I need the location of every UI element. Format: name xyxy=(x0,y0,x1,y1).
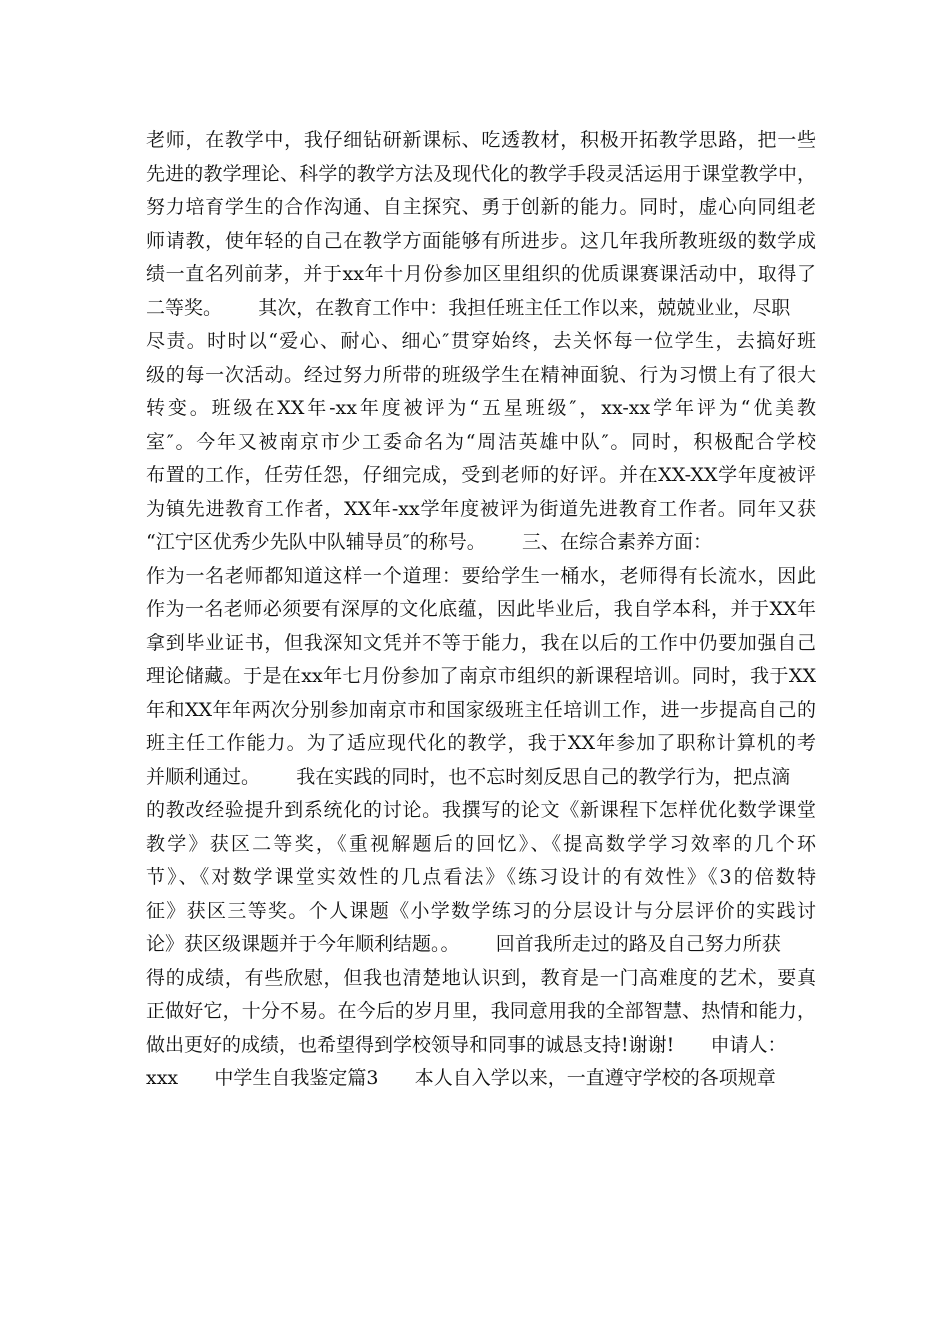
text-line-15: 作为一名老师必须要有深厚的文化底蕴，因此毕业后，我自学本科，并于XX年 xyxy=(146,598,816,620)
text-line-9: 转变。班级在XX年-xx年度被评为“五星班级″，xx-xx学年评为“优美教 xyxy=(146,397,816,419)
text-line-22: 教学》获区二等奖，《重视解题后的回忆》、《提高数学学习效率的几个环 xyxy=(146,832,816,855)
text-line-2: 先进的教学理论、科学的教学方法及现代化的教学手段灵活运用于课堂教学中， xyxy=(146,162,816,185)
text-line-3: 努力培育学生的合作沟通、自主探究、勇于创新的能力。同时，虚心向同组老 xyxy=(146,196,816,218)
text-line-28: 做出更好的成绩，也希望得到学校领导和同事的诚恳支持!谢谢! 申请人： xyxy=(146,1033,787,1056)
text-line-24: 征》获区三等奖。个人课题《小学数学练习的分层设计与分层评价的实践讨 xyxy=(146,899,816,922)
text-line-10: 室″。今年又被南京市少工委命名为“周洁英雄中队″。同时，积极配合学校 xyxy=(146,430,816,453)
text-line-14: 作为一名老师都知道这样一个道理：要给学生一桶水，老师得有长流水，因此 xyxy=(146,564,816,587)
text-line-4: 师请教，使年轻的自己在教学方面能够有所进步。这几年我所教班级的数学成 xyxy=(146,229,816,252)
text-line-19: 班主任工作能力。为了适应现代化的教学，我于XX年参加了职称计算机的考 xyxy=(146,732,816,754)
text-line-16: 拿到毕业证书，但我深知文凭并不等于能力，我在以后的工作中仍要加强自己 xyxy=(146,631,816,654)
text-line-21: 的教改经验提升到系统化的讨论。我撰写的论文《新课程下怎样优化数学课堂 xyxy=(146,799,816,821)
text-line-8: 级的每一次活动。经过努力所带的班级学生在精神面貌、行为习惯上有了很大 xyxy=(146,363,816,386)
text-line-6: 二等奖。 其次，在教育工作中：我担任班主任工作以来，兢兢业业，尽职 xyxy=(146,296,791,319)
text-line-7: 尽责。时时以“爱心、耐心、细心″贯穿始终，去关怀每一位学生，去搞好班 xyxy=(146,330,816,352)
text-line-5: 绩一直名列前茅，并于xx年十月份参加区里组织的优质课赛课活动中，取得了 xyxy=(146,263,816,285)
text-line-27: 正做好它，十分不易。在今后的岁月里，我同意用我的全部智慧、热情和能力， xyxy=(146,1000,816,1022)
text-line-13: “江宁区优秀少先队中队辅导员″的称号。 三、在综合素养方面： xyxy=(146,531,713,553)
text-line-12: 为镇先进教育工作者，XX年-xx学年度被评为街道先进教育工作者。同年又获 xyxy=(146,497,816,520)
document-body xyxy=(146,124,816,1096)
text-line-23: 节》、《对数学课堂实效性的几点看法》《练习设计的有效性》《3的倍数特 xyxy=(146,866,816,888)
text-line-11: 布置的工作，任劳任怨，仔细完成，受到老师的好评。并在XX-XX学年度被评 xyxy=(146,464,816,486)
text-line-17: 理论储藏。于是在xx年七月份参加了南京市组织的新课程培训。同时，我于XX xyxy=(146,665,816,687)
text-line-25: 论》获区级课题并于今年顺利结题。。 回首我所走过的路及自己努力所获 xyxy=(146,933,781,955)
text-line-20: 并顺利通过。 我在实践的同时，也不忘时刻反思自己的教学行为，把点滴 xyxy=(146,765,791,788)
text-line-26: 得的成绩，有些欣慰，但我也清楚地认识到，教育是一门高难度的艺术，要真 xyxy=(146,966,816,989)
text-line-18: 年和XX年年两次分别参加南京市和国家级班主任培训工作，进一步提高自己的 xyxy=(146,698,816,721)
text-line-1: 老师，在教学中，我仔细钻研新课标、吃透教材，积极开拓教学思路，把一些 xyxy=(146,129,816,151)
text-line-29: xxx 中学生自我鉴定篇3 本人自入学以来，一直遵守学校的各项规章 xyxy=(146,1067,776,1089)
